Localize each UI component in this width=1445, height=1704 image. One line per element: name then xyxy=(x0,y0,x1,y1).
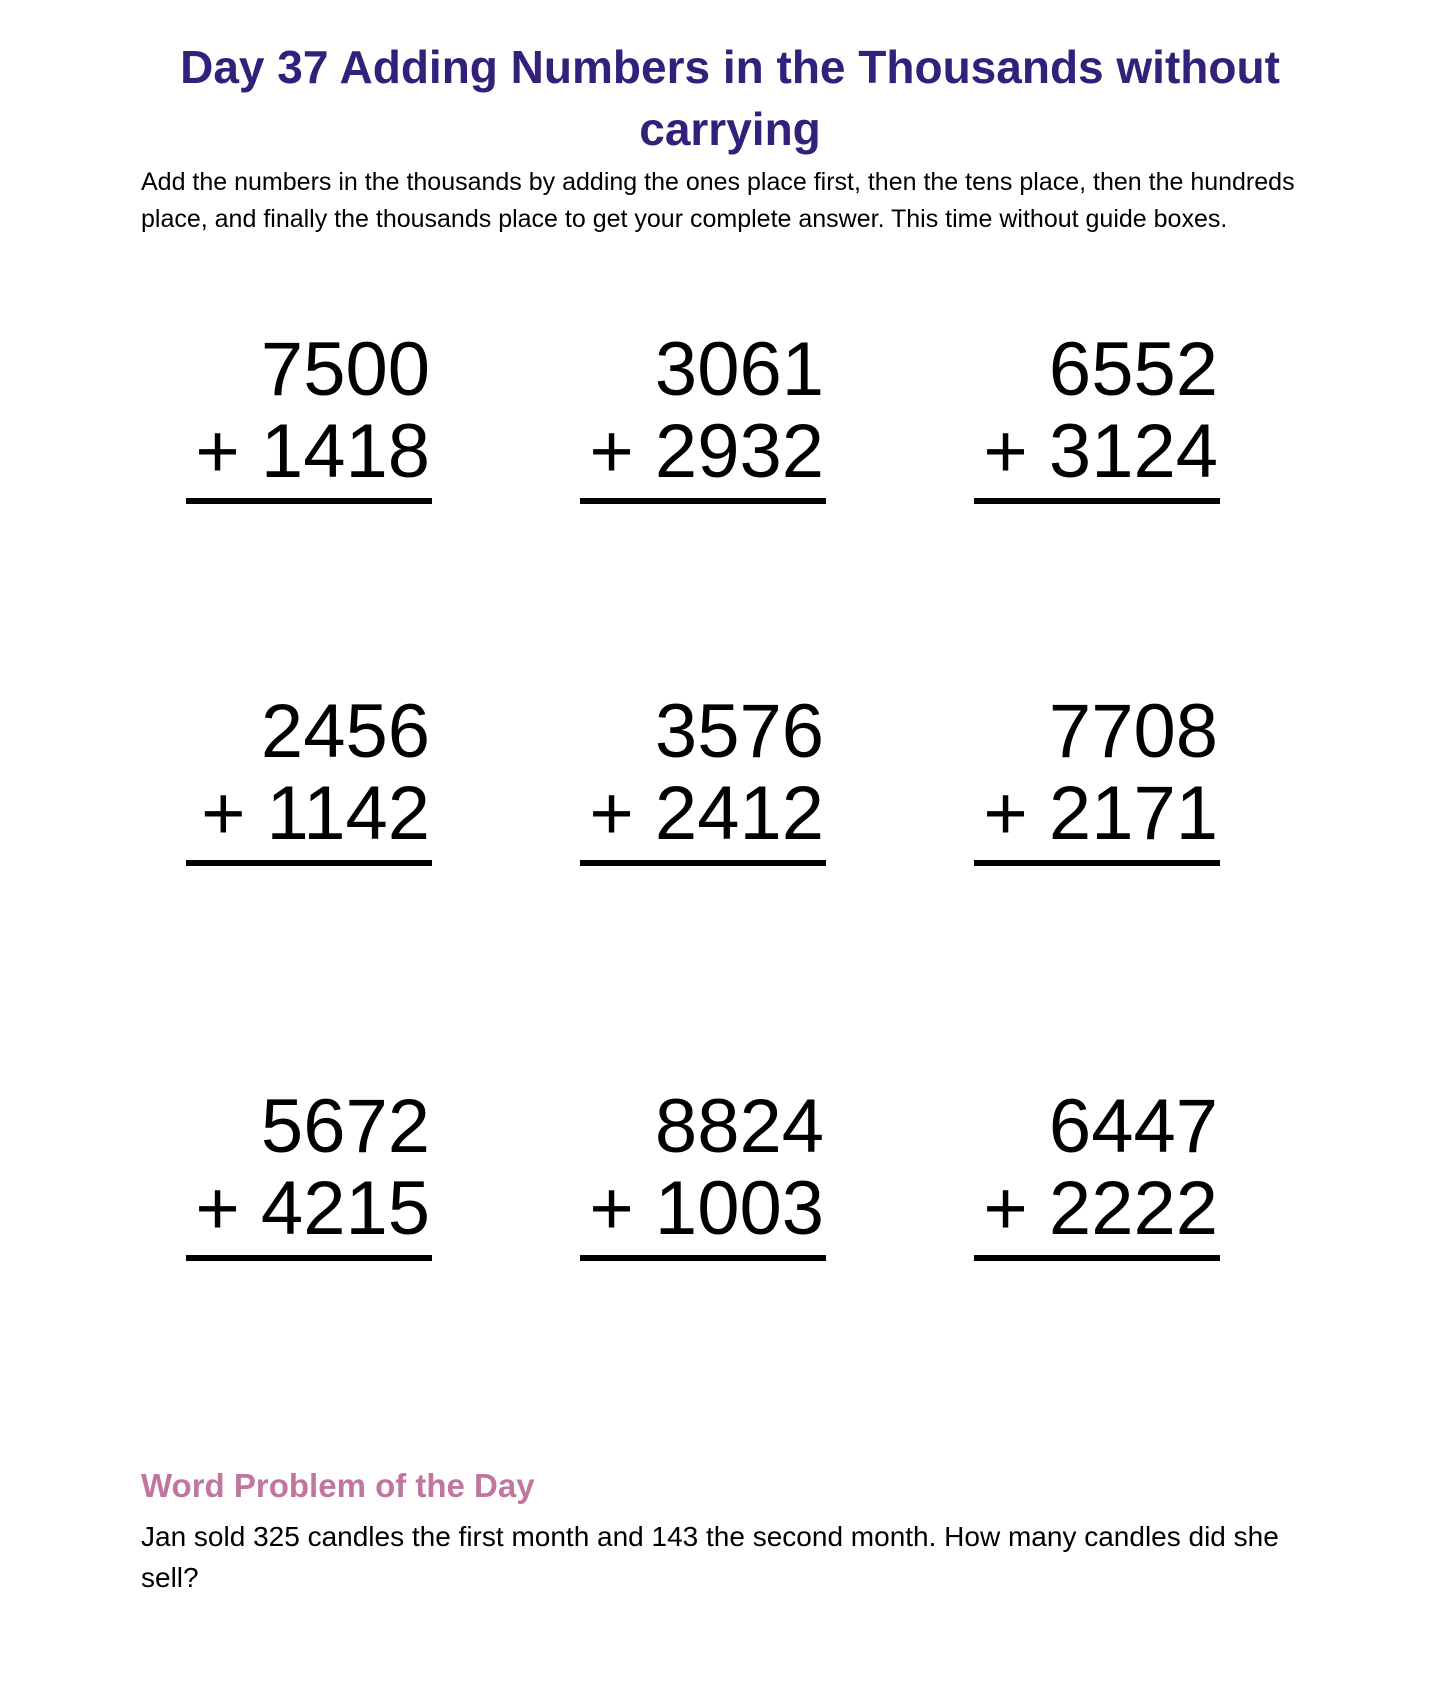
problem-top-number: 3576 xyxy=(654,689,824,774)
problem-4 xyxy=(172,690,462,860)
problem-top-number: 6552 xyxy=(1048,327,1218,412)
problem-bottom-number: + 1142 xyxy=(201,771,430,856)
page-title: Day 37 Adding Numbers in the Thousands without carrying xyxy=(180,41,1280,155)
problem-top-number: 8824 xyxy=(654,1084,824,1169)
answer-line xyxy=(974,498,1220,504)
answer-line xyxy=(580,860,826,866)
problem-top-number: 2456 xyxy=(260,689,430,774)
problem-top-number: 6447 xyxy=(1048,1084,1218,1169)
problem-bottom-number: + 2171 xyxy=(983,771,1218,856)
problem-top-number: 7708 xyxy=(1048,689,1218,774)
instructions-text: Add the numbers in the thousands by adding the ones place first, then the tens place, then the hundreds place, and finally the thousands place to get your complete answer. This time without guide boxes. xyxy=(141,168,1295,233)
word-problem-text: Jan sold 325 candles the first month and 143 the second month. How many candles did she sell? xyxy=(141,1521,1279,1593)
answer-line xyxy=(974,1255,1220,1261)
problem-6 xyxy=(960,690,1250,860)
problem-top-number: 5672 xyxy=(260,1084,430,1169)
problem-bottom-number: + 2412 xyxy=(589,771,824,856)
answer-line xyxy=(186,860,432,866)
problem-bottom-number: + 2222 xyxy=(983,1166,1218,1251)
word-problem-heading: Word Problem of the Day xyxy=(141,1467,535,1504)
problem-bottom-number: + 4215 xyxy=(195,1166,430,1251)
answer-line xyxy=(186,1255,432,1261)
problem-7 xyxy=(172,1085,462,1255)
problem-bottom-number: + 1003 xyxy=(589,1166,824,1251)
problem-3 xyxy=(960,328,1250,498)
answer-line xyxy=(580,498,826,504)
problem-8 xyxy=(566,1085,856,1255)
problem-2 xyxy=(566,328,856,498)
problem-bottom-number: + 2932 xyxy=(589,409,824,494)
problem-5 xyxy=(566,690,856,860)
problem-9 xyxy=(960,1085,1250,1255)
problem-1 xyxy=(172,328,462,498)
answer-line xyxy=(580,1255,826,1261)
answer-line xyxy=(974,860,1220,866)
answer-line xyxy=(186,498,432,504)
problem-top-number: 7500 xyxy=(260,327,430,412)
problem-top-number: 3061 xyxy=(654,327,824,412)
problem-bottom-number: + 3124 xyxy=(983,409,1218,494)
problem-bottom-number: + 1418 xyxy=(195,409,430,494)
